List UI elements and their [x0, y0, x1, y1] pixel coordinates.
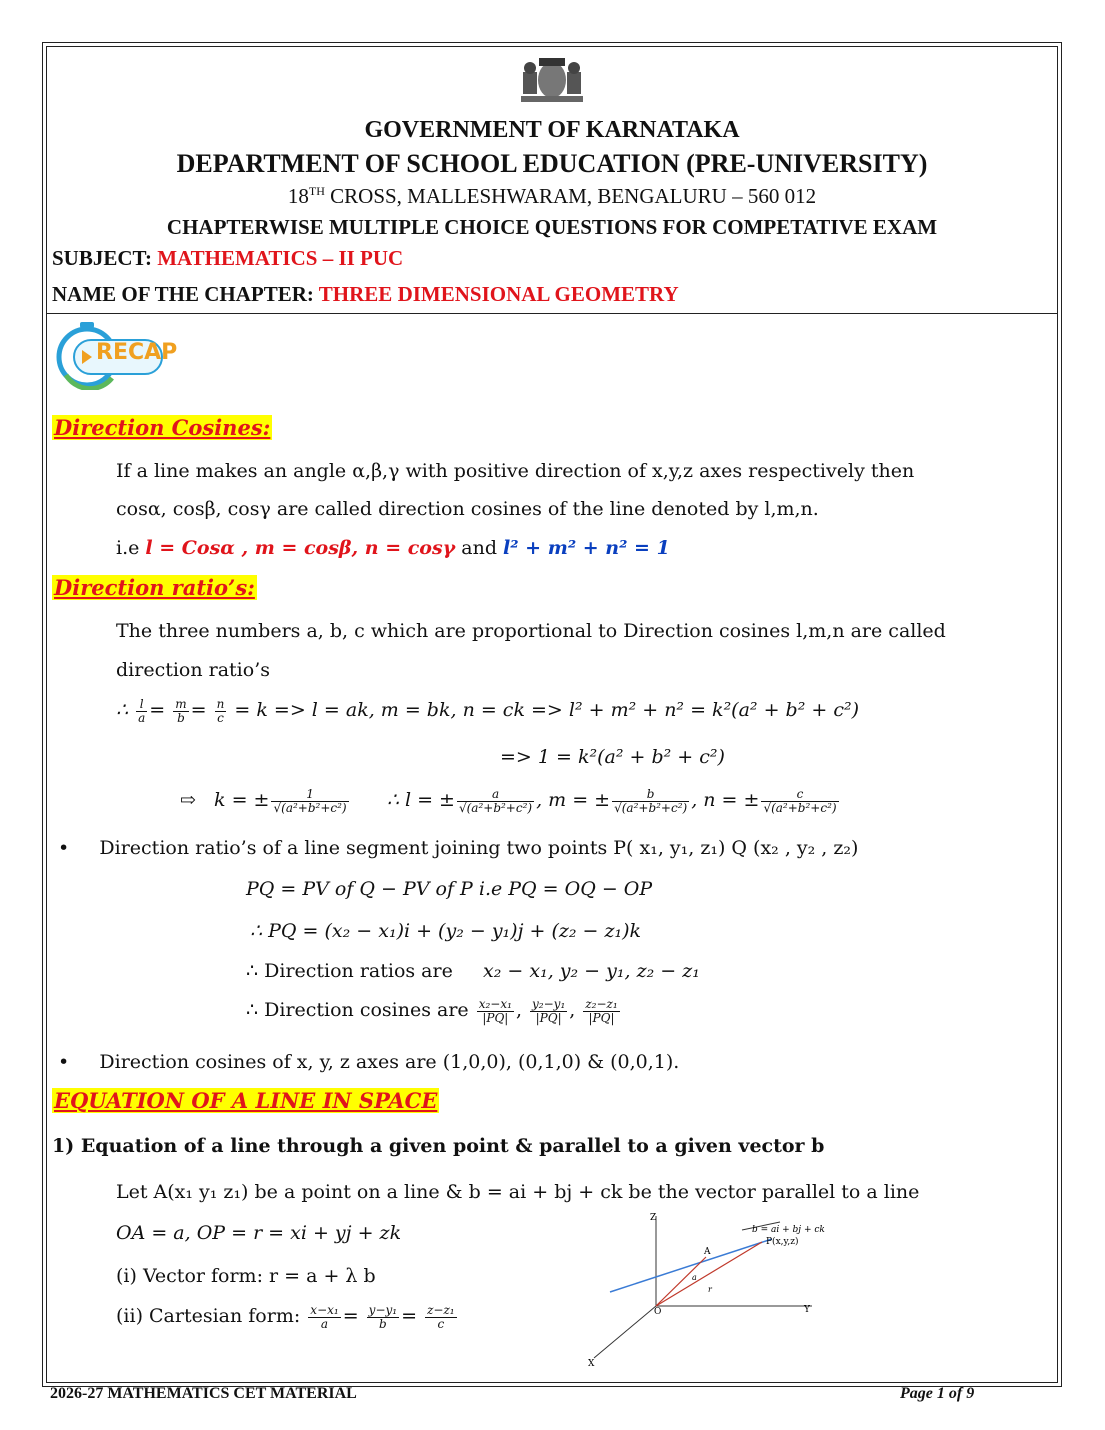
dc-line-1: If a line makes an angle α,β,γ with positive direction of x,y,z axes respectively then — [116, 460, 915, 482]
gov-title: GOVERNMENT OF KARNATAKA — [364, 117, 740, 143]
address: 18TH CROSS, MALLESHWARAM, BENGALURU – 560 012 — [287, 184, 817, 208]
x-axis-label: X — [588, 1359, 595, 1368]
vector-a-label: a — [692, 1273, 697, 1282]
karnataka-emblem-icon — [517, 54, 587, 104]
origin-label: O — [654, 1307, 662, 1317]
dr-equation-1: ∴ $\frac{l}{a}$ = $\frac{m}{b}$ = $\frac{n}{c}$ = k => l = ak, m = bk, n = ck => l² + m² + n² = k²(a² + b² + c²) — [116, 696, 859, 725]
vector-form: (i) Vector form: r = a + λ b — [116, 1265, 376, 1287]
equation-line-heading: EQUATION OF A LINE IN SPACE — [54, 1088, 438, 1113]
bullet-1: • Direction ratio’s of a line segment joining two points P( x₁, y₁, z₁) Q (x₂ , y₂ , z₂) — [58, 837, 859, 859]
subsection-1-title: 1) Equation of a line through a given point & parallel to a given vector b — [52, 1135, 825, 1157]
vector-b-label: b = ai + bj + ck — [752, 1225, 825, 1235]
recap-stopwatch-icon — [52, 320, 178, 390]
point-a-label: A — [704, 1247, 711, 1257]
direction-cosines-result: ∴ Direction cosines are $\frac{\text{x₂−x₁}}{|PQ|}$ , $\frac{\text{y₂−y₁}}{|PQ|}$ , $\frac{\text{z₂−z₁}}{|PQ|}$ — [246, 996, 618, 1025]
dc-line-2: cosα, cosβ, cosγ are called direction cosines of the line denoted by l,m,n. — [116, 498, 819, 520]
recap-label: RECAP — [96, 340, 178, 365]
dr-equation-2: => 1 = k²(a² + b² + c²) — [500, 746, 725, 768]
vector-r-label: r — [708, 1285, 712, 1294]
header-divider — [46, 313, 1058, 314]
y-axis-label: Y — [804, 1305, 810, 1315]
direction-cosines-heading: Direction Cosines: — [54, 415, 271, 440]
subject-line: SUBJECT: MATHEMATICS – II PUC — [52, 246, 404, 270]
bullet-2: • Direction cosines of x, y, z axes are (1,0,0), (0,1,0) & (0,0,1). — [58, 1051, 680, 1073]
dr-line-2: direction ratio’s — [116, 659, 270, 681]
pq-definition: PQ = PV of Q − PV of P i.e PQ = OQ − OP — [246, 878, 653, 900]
dc-line-3: i.e l = Cosα , m = cosβ, n = cosγ and l² + m² + n² = 1 — [116, 537, 670, 559]
page-number: Page 1 of 9 — [900, 1385, 975, 1402]
dept-title: DEPARTMENT OF SCHOOL EDUCATION (PRE-UNIVERSITY) — [176, 149, 928, 178]
line-in-space-diagram — [580, 1208, 870, 1368]
footer-left: 2026-27 MATHEMATICS CET MATERIAL — [50, 1385, 357, 1402]
dr-equation-3: ⇨ k = ± $\frac{1}{\text{√(a²+b²+c²)}}$ ∴ l = ± $\frac{a}{\text{√(a²+b²+c²)}}$ , m = ± $\frac{b}{\text{√(a²+b²+c²)}}$ , n = ± $\frac{c}{\text{√(a²+b²+c²)}}$ — [180, 786, 837, 815]
let-statement: Let A(x₁ y₁ z₁) be a point on a line & b = ai + bj + ck be the vector parallel to a line — [116, 1181, 920, 1203]
direction-ratios-result: ∴ Direction ratios are x₂ − x₁, y₂ − y₁, z₂ − z₁ — [246, 960, 700, 982]
z-axis-label: Z — [650, 1213, 657, 1223]
chapter-line: NAME OF THE CHAPTER: THREE DIMENSIONAL GEOMETRY — [52, 282, 679, 306]
oa-op-definition: OA = a, OP = r = xi + yj + zk — [116, 1222, 402, 1244]
direction-ratios-heading: Direction ratio’s: — [54, 575, 255, 600]
point-p-label: P(x,y,z) — [766, 1237, 799, 1247]
exam-title: CHAPTERWISE MULTIPLE CHOICE QUESTIONS FOR COMPETATIVE EXAM — [166, 215, 938, 239]
cartesian-form: (ii) Cartesian form: $\frac{\text{x−x₁}}{a}$ = $\frac{\text{y−y₁}}{b}$ = $\frac{\text{z−z₁}}{c}$ — [116, 1302, 455, 1331]
dr-line-1: The three numbers a, b, c which are proportional to Direction cosines l,m,n are called — [116, 620, 946, 642]
pq-components: ∴ PQ = (x₂ − x₁)i + (y₂ − y₁)j + (z₂ − z₁)k — [250, 920, 642, 942]
